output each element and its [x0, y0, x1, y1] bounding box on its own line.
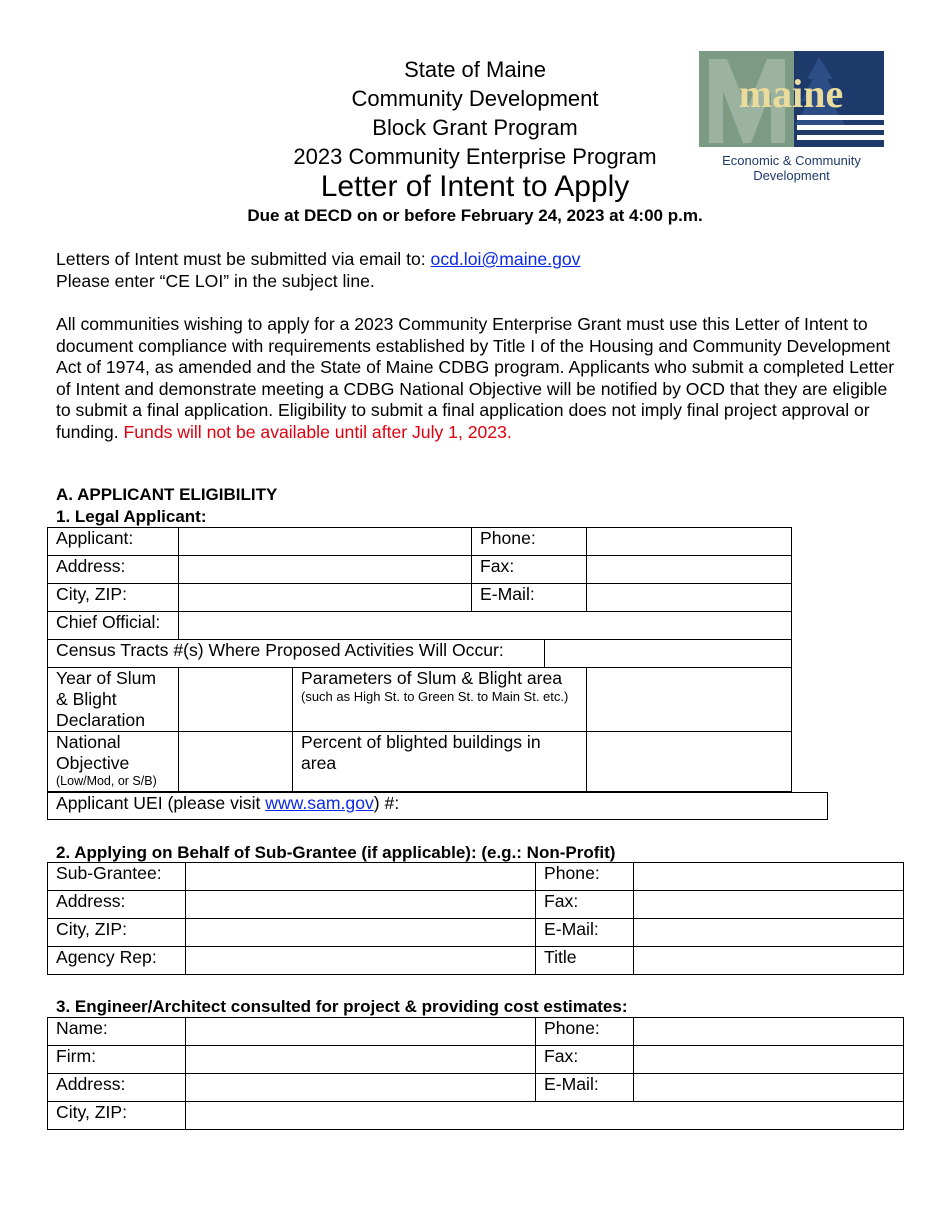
- header-line-year: 2023 Community Enterprise Program: [293, 144, 657, 169]
- logo-caption: [699, 153, 884, 183]
- header-line-cd: Community Development: [351, 86, 599, 111]
- chief-official-field[interactable]: [179, 612, 792, 640]
- table-row: [48, 891, 904, 919]
- national-objective-label: [48, 732, 179, 792]
- city-zip-label: City, ZIP:: [48, 584, 179, 612]
- table-row: [48, 1046, 904, 1074]
- eng-address-field[interactable]: [186, 1074, 536, 1102]
- sg-phone-field[interactable]: [634, 863, 904, 891]
- maine-logo-icon: [699, 51, 884, 151]
- email-link[interactable]: ocd.loi@maine.gov: [430, 249, 581, 269]
- table-row: [48, 556, 792, 584]
- sg-city-zip-label: City, ZIP:: [48, 919, 186, 947]
- submission-instructions: [56, 249, 896, 292]
- intro-body: All communities wishing to apply for a 2023 Community Enterprise Grant must use this Letter of Intent to document compliance with requirements established by Title I of the Housing and Community Development Act of 1974, as amended and the State of Maine CDBG program. Applicants who submit a completed Letter of Intent and demonstrate meeting a CDBG National Objective will be notified by OCD that they are eligible to submit a final application. Eligibility to submit a final application does not imply final project approval or funding.: [56, 314, 895, 442]
- parameters-field[interactable]: [587, 668, 792, 732]
- table-row: [48, 1102, 904, 1130]
- table-row: [48, 863, 904, 891]
- sg-phone-label: Phone:: [536, 863, 634, 891]
- eng-city-zip-label: City, ZIP:: [48, 1102, 186, 1130]
- national-objective-note: (Low/Mod, or S/B): [56, 774, 157, 788]
- page-title: Letter of Intent to Apply: [320, 170, 630, 203]
- intro-paragraph: [56, 314, 896, 443]
- logo-caption-line2: Development: [753, 168, 830, 183]
- eng-phone-label: Phone:: [536, 1018, 634, 1046]
- logo-wordmark: maine: [738, 71, 844, 116]
- eng-fax-label: Fax:: [536, 1046, 634, 1074]
- sg-fax-field[interactable]: [634, 891, 904, 919]
- slum-blight-table: [47, 667, 792, 792]
- percent-blighted-field[interactable]: [587, 732, 792, 792]
- table-row: [48, 528, 792, 556]
- engineer-heading: 3. Engineer/Architect consulted for project & providing cost estimates:: [56, 997, 628, 1016]
- table-row: [48, 668, 792, 732]
- funds-availability-note: Funds will not be available until after July 1, 2023.: [123, 421, 512, 442]
- section-a-heading: A. APPLICANT ELIGIBILITY: [56, 485, 278, 504]
- sg-title-label: Title: [536, 947, 634, 975]
- address-field[interactable]: [179, 556, 472, 584]
- table-row: [48, 919, 904, 947]
- eng-name-label: Name:: [48, 1018, 186, 1046]
- table-row: [48, 1074, 904, 1102]
- eng-email-label: E-Mail:: [536, 1074, 634, 1102]
- phone-field[interactable]: [587, 528, 792, 556]
- sub-grantee-heading: 2. Applying on Behalf of Sub-Grantee (if applicable): (e.g.: Non-Profit): [56, 843, 616, 862]
- logo-caption-line1: Economic & Community: [722, 153, 861, 168]
- table-row: [48, 947, 904, 975]
- engineer-table: [47, 1017, 904, 1130]
- fax-field[interactable]: [587, 556, 792, 584]
- eng-fax-field[interactable]: [634, 1046, 904, 1074]
- sub-grantee-label: Sub-Grantee:: [48, 863, 186, 891]
- year-slum-blight-label: Year of Slum & Blight Declaration: [48, 668, 179, 732]
- uei-field[interactable]: [48, 793, 828, 820]
- sub-grantee-table: [47, 862, 904, 975]
- uei-suffix: ) #:: [373, 793, 400, 813]
- email-prefix: Letters of Intent must be submitted via email to:: [56, 249, 431, 269]
- applicant-field[interactable]: [179, 528, 472, 556]
- due-date: Due at DECD on or before February 24, 2023 at 4:00 p.m.: [247, 206, 703, 225]
- eng-name-field[interactable]: [186, 1018, 536, 1046]
- national-objective-title: National Objective: [56, 732, 130, 773]
- city-zip-field[interactable]: [179, 584, 472, 612]
- eng-email-field[interactable]: [634, 1074, 904, 1102]
- sg-city-zip-field[interactable]: [186, 919, 536, 947]
- table-row: [48, 1018, 904, 1046]
- eng-firm-field[interactable]: [186, 1046, 536, 1074]
- header-line-state: State of Maine: [404, 57, 546, 82]
- header-line-program: Block Grant Program: [372, 115, 578, 140]
- eng-firm-label: Firm:: [48, 1046, 186, 1074]
- phone-label: Phone:: [472, 528, 587, 556]
- parameters-title: Parameters of Slum & Blight area: [301, 668, 563, 688]
- address-label: Address:: [48, 556, 179, 584]
- maine-decd-logo: [699, 51, 884, 186]
- table-row: [48, 732, 792, 792]
- agency-rep-field[interactable]: [186, 947, 536, 975]
- agency-rep-label: Agency Rep:: [48, 947, 186, 975]
- email-field[interactable]: [587, 584, 792, 612]
- table-row: [48, 640, 792, 668]
- table-row: [48, 612, 792, 640]
- census-tracts-field[interactable]: [545, 640, 792, 668]
- sg-email-label: E-Mail:: [536, 919, 634, 947]
- sg-title-field[interactable]: [634, 947, 904, 975]
- census-table: [47, 639, 792, 668]
- sam-gov-link[interactable]: www.sam.gov: [265, 793, 374, 813]
- sg-address-label: Address:: [48, 891, 186, 919]
- table-row: [48, 793, 828, 820]
- sg-fax-label: Fax:: [536, 891, 634, 919]
- legal-applicant-heading: 1. Legal Applicant:: [56, 507, 207, 526]
- parameters-label: [293, 668, 587, 732]
- eng-phone-field[interactable]: [634, 1018, 904, 1046]
- percent-blighted-label: Percent of blighted buildings in area: [293, 732, 587, 792]
- eng-address-label: Address:: [48, 1074, 186, 1102]
- eng-city-zip-field[interactable]: [186, 1102, 904, 1130]
- sg-address-field[interactable]: [186, 891, 536, 919]
- uei-prefix: Applicant UEI (please visit: [56, 793, 266, 813]
- sg-email-field[interactable]: [634, 919, 904, 947]
- legal-applicant-table: [47, 527, 792, 640]
- chief-official-label: Chief Official:: [48, 612, 179, 640]
- sub-grantee-field[interactable]: [186, 863, 536, 891]
- national-objective-field[interactable]: [179, 732, 293, 792]
- applicant-label: Applicant:: [48, 528, 179, 556]
- census-tracts-label: Census Tracts #(s) Where Proposed Activities Will Occur:: [48, 640, 545, 668]
- parameters-note: (such as High St. to Green St. to Main St. etc.): [301, 689, 569, 704]
- uei-table: [47, 792, 828, 820]
- table-row: [48, 584, 792, 612]
- year-slum-blight-field[interactable]: [179, 668, 293, 732]
- subject-line-note: Please enter “CE LOI” in the subject line.: [56, 270, 375, 291]
- email-label: E-Mail:: [472, 584, 587, 612]
- fax-label: Fax:: [472, 556, 587, 584]
